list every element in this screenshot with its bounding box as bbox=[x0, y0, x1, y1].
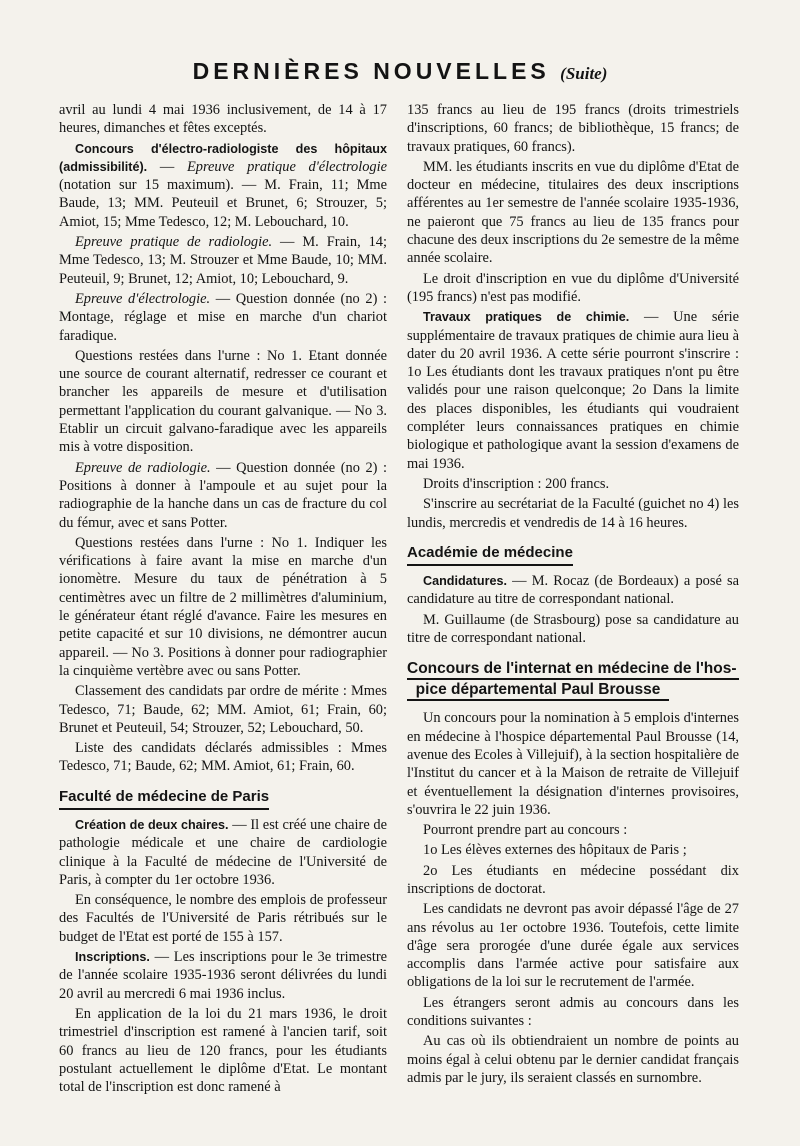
paragraph-text: (notation sur 15 maximum). — M. Frain, 11; Mme Baude, 13; MM. Peuteuil et Brunet, 6; Strouzer, 5; Amiot, 15; Mme Tedesco, 12; M. Lebouchard, 10. bbox=[59, 177, 387, 230]
header-suite: (Suite) bbox=[560, 64, 608, 83]
paragraph: Droits d'inscription : 200 francs. bbox=[423, 475, 610, 492]
heading-line-1: Concours de l'internat en médecine de l'hos- bbox=[407, 659, 739, 680]
italic-title: Epreuve de radiologie. bbox=[75, 459, 211, 476]
paragraph-text: — Il est créé une chaire de pathologie médicale et une chaire de cardiologie clinique à la Faculté de médecine de l'Université de Paris, à compter du 1er octobre 1936. bbox=[59, 816, 388, 888]
paragraph bbox=[59, 290, 387, 345]
list-item: 2o Les étudiants en médecine possédant dix inscriptions de doctorat. bbox=[407, 862, 739, 897]
paragraph: Classement des candidats par ordre de mérite : Mmes Tedesco, 71; Baude, 62; MM. Amiot, 61; Frain, 60; Brunet et Peuteuil, 54; Strouzer, 52; Lebouchard, 50. bbox=[59, 683, 387, 736]
run-in-heading: Concours d'électro-radiologiste des hôpitaux (admissibilité). bbox=[59, 141, 387, 174]
paragraph: Les étrangers seront admis au concours dans les conditions suivantes : bbox=[407, 994, 739, 1030]
paragraph: S'inscrire au secrétariat de la Faculté (guichet no 4) les lundis, mercredis et vendredis de 14 à 16 heures. bbox=[407, 496, 739, 531]
run-in-heading: Candidatures. bbox=[423, 574, 507, 589]
paragraph: Un concours pour la nomination à 5 emplois d'internes en médecine à l'hospice départemental Paul Brousse (14, avenue des Ecoles à Villejuif), à la section hospitalière de l'Institut du cancer et à la Maison de retraite de Villejuif et éventuellement la désignation d'internes provisoires, s'ouvrira le 22 juin 1936. bbox=[407, 710, 739, 818]
italic-title: Epreuve pratique d'électrologie bbox=[186, 158, 387, 175]
paragraph: Le droit d'inscription en vue du diplôme d'Université (195 francs) n'est pas modifié. bbox=[407, 270, 739, 305]
paragraph: avril au lundi 4 mai 1936 inclusivement, de 14 à 17 heures, dimanches et fêtes exceptés. bbox=[59, 102, 387, 137]
left-column bbox=[59, 101, 387, 1098]
paragraph bbox=[407, 572, 739, 609]
paragraph: 135 francs au lieu de 195 francs (droits trimestriels d'inscriptions, 60 francs; de bibliothèque, 15 francs; de travaux pratiques, 60 francs). bbox=[407, 102, 739, 155]
run-in-heading: Travaux pratiques de chimie. bbox=[423, 310, 630, 325]
right-column bbox=[407, 101, 739, 1089]
paragraph: Liste des candidats déclarés admissibles : Mmes Tedesco, 71; Baude, 62; MM. Amiot, 61; Frain, 60. bbox=[59, 740, 387, 775]
list-item: 1o Les élèves externes des hôpitaux de Paris ; bbox=[423, 842, 687, 859]
paragraph bbox=[59, 948, 387, 1003]
paragraph: Au cas où ils obtiendraient un nombre de points au moins égal à celui obtenu par le dernier candidat français admis par le jury, ils seraient classés en surnombre. bbox=[407, 1033, 739, 1086]
paragraph bbox=[407, 308, 739, 473]
paragraph-text: — M. Rocaz (de Bordeaux) a posé sa candidature au titre de correspondant national. bbox=[407, 573, 739, 608]
italic-title: Epreuve pratique de radiologie. bbox=[75, 234, 273, 251]
paragraph: M. Guillaume (de Strasbourg) pose sa candidature au titre de correspondant national. bbox=[407, 611, 739, 647]
paragraph: En application de la loi du 21 mars 1936, le droit trimestriel d'inscription est ramené à l'ancien tarif, soit 60 francs au lieu de 120 francs, pour les étudiants postulant actuellement le diplôme d'Etat. Le montant total de l'inscription est donc ramené à bbox=[59, 1005, 387, 1096]
paragraph bbox=[59, 459, 387, 532]
paragraph: Les candidats ne devront pas avoir dépassé l'âge de 27 ans révolus au 1er octobre 1936. Toutefois, cette limite d'âge sera prorogée d'une durée égale aux services accomplis dans l'armée active pour satisfaire aux obligations de la loi sur le recrutement de l'armée. bbox=[407, 901, 739, 991]
paragraph: Questions restées dans l'urne : No 1. Indiquer les vérifications à faire avant la mise en marche d'un ionomètre. Mesure du taux de pénétration à 5 centimètres avec un filtre de 2 millimètres d'aluminium, le générateur étant réglé d'avance. Faire les mesures en petite capacité et sur 10 divisions, ne démontrer aucun appareil. — No 3. Positions à donner pour radiographier la cinquième vertèbre avec ou sans Potter. bbox=[59, 534, 387, 679]
heading-line-2: pice départemental Paul Brousse bbox=[407, 680, 669, 701]
section-heading-internat bbox=[407, 659, 739, 703]
dash: — bbox=[147, 158, 187, 175]
italic-title: Epreuve d'électrologie. bbox=[75, 290, 211, 307]
paragraph-text: — M. Frain, 14; Mme Tedesco, 13; M. Strouzer et Mme Baude, 10; MM. Peuteuil, 9; Brunet, 12; Amiot, 10; Lebouchard, 9. bbox=[59, 234, 388, 287]
paragraph bbox=[59, 816, 387, 889]
paragraph-text: — Une série supplémentaire de travaux pratiques de chimie aura lieu à dater du 20 avril 1936. A cette série pourront s'inscrire : 1o Les étudiants dont les travaux pratiques n'ont pu être validés pour une raison quelconque; 2o Dans la limite des places disponibles, les étudiants qui voudraient compléter leurs connaissances pratiques en chimie biologique et pathologique avant la session d'examens de mai 1936. bbox=[407, 309, 739, 472]
paragraph bbox=[59, 140, 387, 231]
section-heading-faculte: Faculté de médecine de Paris bbox=[59, 788, 269, 810]
paragraph: Pourront prendre part au concours : bbox=[423, 822, 628, 839]
run-in-heading: Inscriptions. bbox=[75, 950, 150, 965]
paragraph: En conséquence, le nombre des emplois de professeur des Facultés de l'Université de Paris rétribués sur le budget de l'Etat est porté de 155 à 157. bbox=[59, 892, 387, 945]
paragraph: MM. les étudiants inscrits en vue du diplôme d'Etat de docteur en médecine, titulaires des deux inscriptions afférentes au 1er semestre de l'année scolaire 1935-1936, ne paieront que 75 francs au lieu de 135 francs pour chacune des deux inscriptions du 2e semestre de la même année scolaire. bbox=[407, 158, 739, 267]
paragraph-text: — Les inscriptions pour le 3e trimestre de l'année scolaire 1935-1936 seront délivrées du lundi 20 avril au mercredi 6 mai 1936 inclus. bbox=[59, 949, 387, 1002]
run-in-heading: Création de deux chaires. bbox=[75, 817, 229, 832]
paragraph-text: — Question donnée (no 2) : Montage, réglage et mise en marche d'un chariot faradique. bbox=[59, 290, 387, 344]
page-header bbox=[0, 58, 800, 85]
paragraph: Questions restées dans l'urne : No 1. Etant donnée une source de courant alternatif, redresser ce courant et brancher les appareils de mesure et d'utilisation permettant l'application du courant galvanique. — No 3. Etablir un circuit galvano-faradique avec les appareils mis à votre disposition. bbox=[59, 347, 387, 456]
section-heading-academie: Académie de médecine bbox=[407, 544, 573, 566]
paragraph bbox=[59, 233, 387, 288]
header-title: DERNIÈRES NOUVELLES bbox=[192, 58, 550, 84]
paragraph-text: — Question donnée (no 2) : Positions à donner à l'ampoule et au sujet pour la radiographie de la hanche dans un cas de fracture du col du fémur, avec et sans Potter. bbox=[59, 459, 387, 531]
